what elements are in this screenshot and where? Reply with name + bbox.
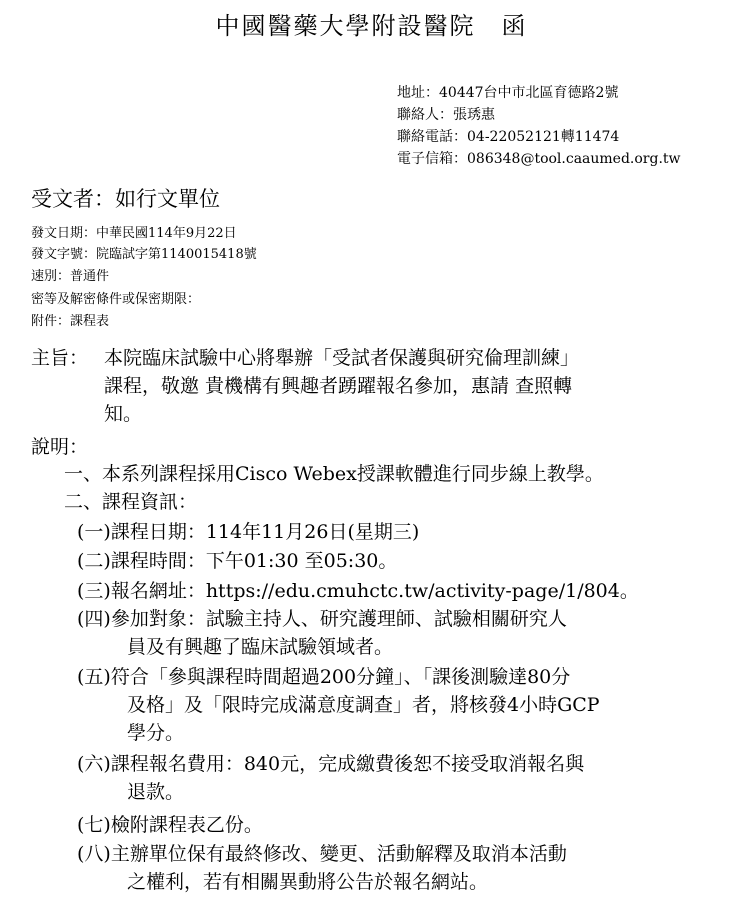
organizer-rights: (八)主辦單位保有最終修改、變更、活動解釋及取消本活動 [77, 843, 567, 865]
document-number: 發文字號：院臨試字第1140015418號 [31, 247, 257, 262]
gist-line: 課程，敬邀 貴機構有興趣者踴躍報名參加，惠請 查照轉 [104, 375, 573, 397]
course-time: (二)課程時間：下午01:30 至05:30。 [77, 550, 398, 572]
course-fee-cont: 退款。 [127, 781, 185, 803]
contact-email: 電子信箱：086348@tool.caaumed.org.tw [397, 151, 681, 167]
registration-url: (三)報名網址：https://edu.cmuhctc.tw/activity-page/1/804。 [77, 580, 639, 602]
delivery-speed: 速別：普通件 [31, 269, 110, 284]
explanation-item-2: 二、課程資訊： [64, 491, 198, 513]
organizer-rights-cont: 之權利，若有相關異動將公告於報名網站。 [127, 871, 489, 893]
contact-address: 地址：40447台中市北區育德路2號 [397, 85, 619, 101]
issue-date: 發文日期：中華民國114年9月22日 [31, 226, 237, 241]
credit-criteria: (五)符合「參與課程時間超過200分鐘」、「課後測驗達80分 [77, 666, 571, 688]
attachment: 附件：課程表 [31, 314, 110, 329]
security-level: 密等及解密條件或保密期限： [31, 292, 201, 307]
target-audience-cont: 員及有興趣了臨床試驗領域者。 [127, 636, 394, 658]
credit-criteria-cont: 學分。 [127, 722, 185, 744]
course-fee: (六)課程報名費用：840元，完成繳費後恕不接受取消報名與 [77, 753, 585, 775]
gist-line: 知。 [104, 403, 143, 425]
credit-criteria-cont: 及格」及「限時完成滿意度調查」者，將核發4小時GCP [127, 694, 600, 716]
recipient: 受文者：如行文單位 [31, 187, 220, 211]
contact-phone: 聯絡電話：04-22052121轉11474 [397, 129, 620, 145]
document-title: 中國醫藥大學附設醫院 函 [215, 12, 528, 40]
explanation-label: 說明： [31, 436, 89, 458]
gist-label: 主旨： [31, 347, 89, 369]
contact-person: 聯絡人：張琇惠 [397, 107, 495, 123]
gist-line: 本院臨床試驗中心將舉辦「受試者保護與研究倫理訓練」 [104, 347, 580, 369]
target-audience: (四)參加對象：試驗主持人、研究護理師、試驗相關研究人 [77, 608, 567, 630]
explanation-item-1: 一、本系列課程採用Cisco Webex授課軟體進行同步線上教學。 [64, 463, 604, 485]
attached-schedule: (七)檢附課程表乙份。 [77, 814, 263, 836]
course-date: (一)課程日期：114年11月26日(星期三) [77, 521, 420, 543]
